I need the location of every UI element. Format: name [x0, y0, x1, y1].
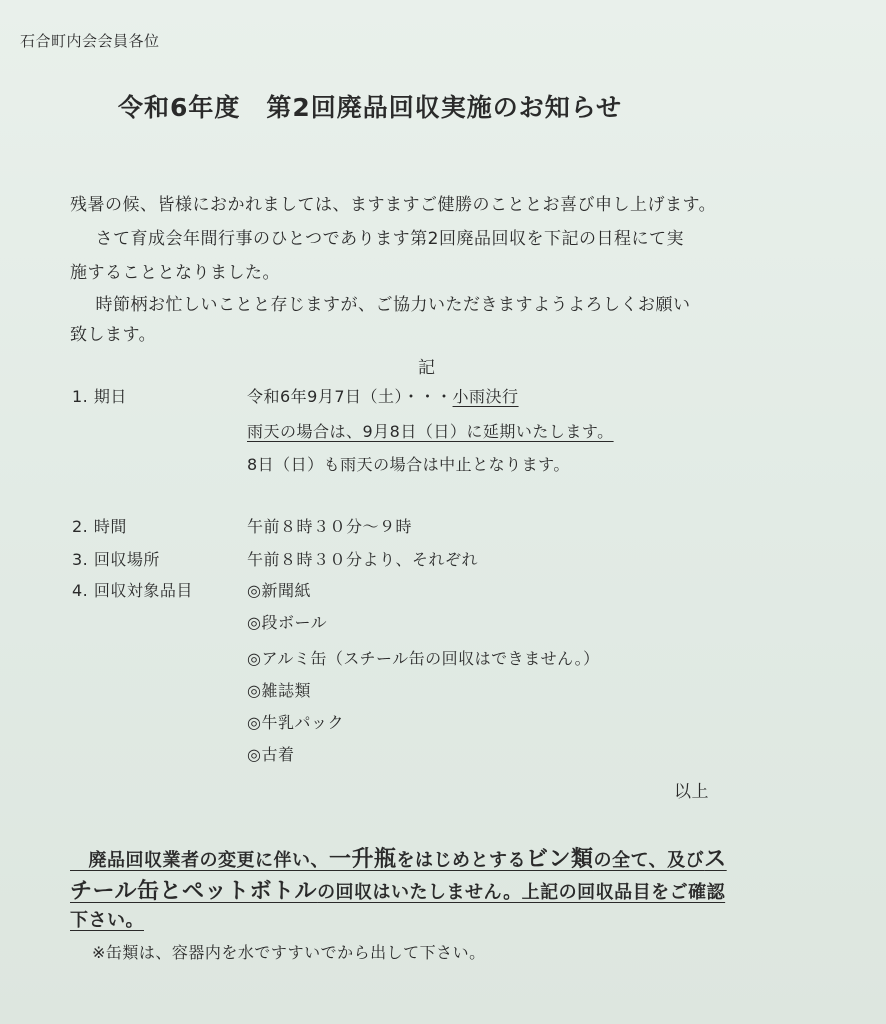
- notice-line-1: [70, 842, 727, 873]
- addressee: 石合町内会会員各位: [20, 32, 160, 50]
- ki-heading: 記: [418, 358, 436, 378]
- time-label: 2. 時間: [72, 517, 127, 536]
- date-rain-note: 雨天の場合は、9月8日（日）に延期いたします。: [247, 422, 614, 441]
- notice-emph: チール缶とペットボトル: [70, 879, 318, 904]
- notice-text: をはじめとする: [396, 850, 527, 871]
- targets-label: 4. 回収対象品目: [72, 581, 193, 600]
- ijo-closing: 以上: [674, 782, 709, 802]
- intro-line-2: さて育成会年間行事のひとつであります第2回廃品回収を下記の日程にて実: [78, 229, 684, 249]
- page-title: 令和6年度 第2回廃品回収実施のお知らせ: [118, 93, 623, 122]
- notice-text: 廃品回収業者の変更に伴い、: [70, 850, 329, 871]
- intro-line-1: 残暑の候、皆様におかれましては、ますますご健勝のこととお喜び申し上げます。: [70, 195, 717, 215]
- target-item: ◎雑誌類: [247, 681, 311, 700]
- target-item: ◎古着: [247, 745, 295, 764]
- date-value-main: 令和6年9月7日（土）・・・: [247, 387, 453, 406]
- target-item: ◎牛乳パック: [247, 713, 344, 732]
- target-item: ◎新聞紙: [247, 581, 311, 600]
- date-cancel-note: 8日（日）も雨天の場合は中止となります。: [247, 455, 570, 474]
- date-value: [247, 384, 519, 407]
- date-label: 1. 期日: [72, 387, 127, 406]
- target-item: ◎アルミ缶（スチール缶の回収はできません。）: [247, 649, 600, 668]
- target-item: ◎段ボール: [247, 613, 328, 632]
- place-value: 午前８時３０分より、それぞれ: [247, 550, 479, 569]
- date-value-emph: 小雨決行: [452, 387, 519, 406]
- intro-line-5: 致します。: [70, 325, 157, 345]
- intro-line-3: 施することとなりました。: [70, 263, 280, 283]
- notice-text: の全て、及び: [593, 850, 705, 871]
- notice-emph: ス: [704, 847, 727, 872]
- notice-line-2: [70, 874, 725, 905]
- notice-emph: ビン類: [526, 847, 594, 872]
- intro-line-4: 時節柄お忙しいことと存じますが、ご協力いただきますようよろしくお願い: [78, 295, 691, 315]
- notice-text: の回収はいたしません。上記の回収品目をご確認: [317, 882, 726, 903]
- time-value: 午前８時３０分～９時: [247, 517, 413, 536]
- place-label: 3. 回収場所: [72, 550, 160, 569]
- notice-emph: 一升瓶: [329, 847, 397, 872]
- notice-line-3: 下さい。: [70, 910, 144, 931]
- rinse-note: ※缶類は、容器内を水ですすいでから出して下さい。: [92, 943, 486, 962]
